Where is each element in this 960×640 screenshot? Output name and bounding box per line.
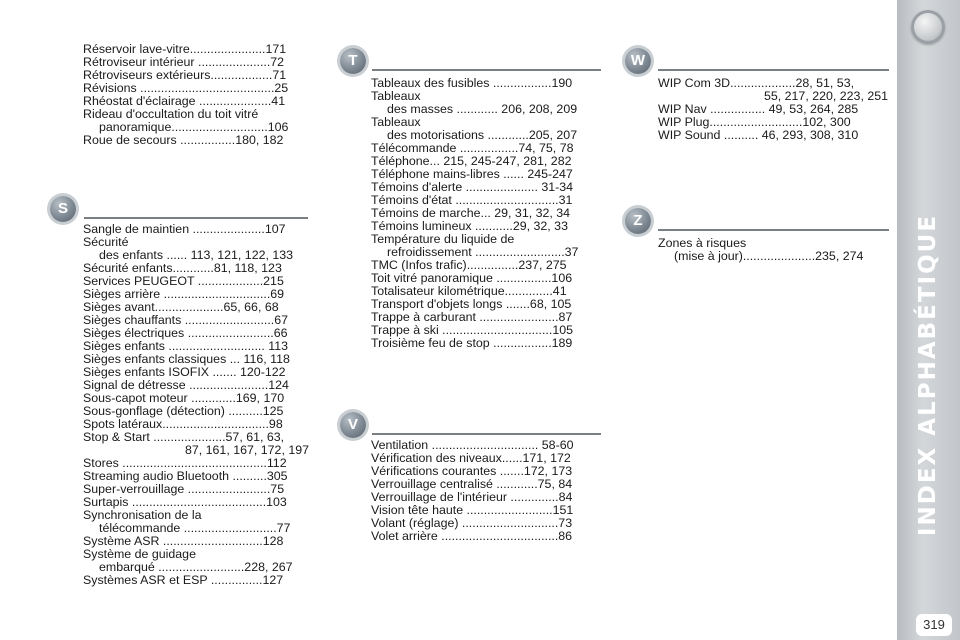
index-entry: Super-verrouillage ........................75 (83, 482, 285, 496)
index-entry: Tableaux (371, 115, 421, 129)
index-entry: TMC (Infos trafic)...............237, 275 (371, 258, 567, 272)
index-entry: Systèmes ASR et ESP ...............127 (83, 573, 284, 587)
index-entry: Sièges enfants ............................ 113 (83, 339, 289, 353)
index-entry: Verrouillage centralisé ............75, 84 (371, 477, 573, 491)
index-entry: Vérification des niveaux......171, 172 (371, 451, 571, 465)
index-entry: Trappe à ski ................................105 (371, 323, 573, 337)
index-entry: Toit vitré panoramique ................106 (371, 271, 573, 285)
index-entry: Stop & Start .....................57, 61, 63, (83, 430, 285, 444)
index-entry: Système ASR .............................128 (83, 534, 284, 548)
section-divider (372, 69, 601, 71)
index-entry: Témoins d'alerte ..................... 31-34 (371, 180, 574, 194)
index-entry: 55, 217, 220, 223, 251 (763, 89, 888, 103)
index-entry: télécommande ...........................77 (99, 521, 291, 535)
index-entry: Signal de détresse .......................124 (83, 378, 289, 392)
index-entry: Sièges électriques .........................66 (83, 326, 288, 340)
index-entry: Sièges enfants classiques ... 116, 118 (83, 352, 290, 366)
index-entry: Volet arrière ..................................86 (371, 529, 573, 543)
index-entry: Troisième feu de stop .................189 (371, 336, 573, 350)
index-entry: Streaming audio Bluetooth ..........305 (83, 469, 288, 483)
section-divider (372, 433, 601, 435)
index-entry: WIP Plug...........................102, 300 (658, 115, 851, 129)
index-entry: Sous-capot moteur .............169, 170 (83, 391, 285, 405)
section-z-list (658, 237, 888, 263)
section-w-list (658, 77, 888, 142)
letter-badge-t: T (340, 48, 366, 74)
index-entry: refroidissement ..........................37 (387, 245, 579, 259)
index-entry: des masses ............ 206, 208, 209 (387, 102, 578, 116)
index-entry: 87, 161, 167, 172, 197 (184, 443, 309, 457)
section-emblem-icon (911, 10, 945, 44)
index-entry: Roue de secours ................180, 182 (83, 133, 284, 147)
letter-badge-s: S (50, 196, 76, 222)
index-entry: WIP Sound .......... 46, 293, 308, 310 (658, 128, 859, 142)
index-entry: Télécommande .................74, 75, 78 (371, 141, 574, 155)
letter-badge-z: Z (625, 208, 651, 234)
index-entry: Verrouillage de l'intérieur ..............84 (371, 490, 573, 504)
index-entry: Surtapis .......................................103 (83, 495, 287, 509)
index-entry: Vérifications courantes .......172, 173 (371, 464, 573, 478)
index-entry: Témoins d'état ..............................31 (371, 193, 573, 207)
index-entry: Révisions .......................................25 (83, 81, 289, 95)
section-r-list (83, 43, 309, 147)
index-entry: Sièges chauffants ..........................67 (83, 313, 289, 327)
index-entry: Température du liquide de (371, 232, 515, 246)
index-entry: Téléphone... 215, 245-247, 281, 282 (371, 154, 572, 168)
index-entry: des motorisations ............205, 207 (387, 128, 578, 142)
index-entry: Sangle de maintien .....................107 (83, 222, 286, 236)
index-entry: Rétroviseur intérieur .....................72 (83, 55, 285, 69)
index-entry: Témoins lumineux ...........29, 32, 33 (371, 219, 568, 233)
index-entry: Totalisateur kilométrique..............41 (371, 284, 567, 298)
index-entry: Téléphone mains-libres ...... 245-247 (371, 167, 573, 181)
letter-badge-v: V (340, 412, 366, 438)
index-entry: Tableaux des fusibles .................190 (371, 76, 573, 90)
section-divider (658, 69, 889, 71)
index-entry: Ventilation ............................... 58-60 (371, 438, 574, 452)
index-entry: Stores ..........................................112 (83, 456, 287, 470)
index-entry: Témoins de marche... 29, 31, 32, 34 (371, 206, 571, 220)
index-entry: Sièges arrière ...............................69 (83, 287, 285, 301)
index-entry: Transport d'objets longs .......68, 105 (371, 297, 572, 311)
index-entry: Rhéostat d'éclairage .....................41 (83, 94, 286, 108)
section-s-list (83, 223, 309, 587)
section-v-list (371, 439, 601, 543)
index-entry: Synchronisation de la (83, 508, 202, 522)
section-divider (658, 229, 889, 231)
index-entry: Spots latéraux...............................98 (83, 417, 283, 431)
index-title-vertical: INDEX ALPHABÉTIQUE (915, 213, 941, 537)
index-entry: Sécurité (83, 235, 129, 249)
index-entry: embarqué .........................228, 267 (99, 560, 293, 574)
index-entry: Rideau d'occultation du toit vitré (83, 107, 259, 121)
index-entry: Tableaux (371, 89, 421, 103)
index-entry: Zones à risques (658, 236, 747, 250)
index-entry: Réservoir lave-vitre......................171 (83, 42, 287, 56)
index-entry: WIP Com 3D...................28, 51, 53, (658, 76, 855, 90)
index-entry: Volant (réglage) ............................73 (371, 516, 573, 530)
index-entry: (mise à jour).....................235, 274 (674, 249, 864, 263)
index-entry: Système de guidage (83, 547, 196, 561)
index-entry: Sécurité enfants............81, 118, 123 (83, 261, 282, 275)
index-entry: Sièges avant....................65, 66, 68 (83, 300, 279, 314)
page-number: 319 (916, 614, 952, 636)
index-entry: Vision tête haute .........................151 (371, 503, 574, 517)
index-entry: panoramique............................106 (99, 120, 289, 134)
index-entry: Sièges enfants ISOFIX ....... 120-122 (83, 365, 286, 379)
section-t-list (371, 77, 601, 350)
index-entry: Services PEUGEOT ...................215 (83, 274, 284, 288)
index-entry: WIP Nav ................ 49, 53, 264, 285 (658, 102, 859, 116)
index-entry: Sous-gonflage (détection) ..........125 (83, 404, 284, 418)
letter-badge-w: W (625, 48, 651, 74)
index-entry: Trappe à carburant .......................87 (371, 310, 573, 324)
section-divider (84, 217, 308, 219)
index-entry: Rétroviseurs extérieurs..................71 (83, 68, 287, 82)
index-entry: des enfants ...... 113, 121, 122, 133 (99, 248, 294, 262)
